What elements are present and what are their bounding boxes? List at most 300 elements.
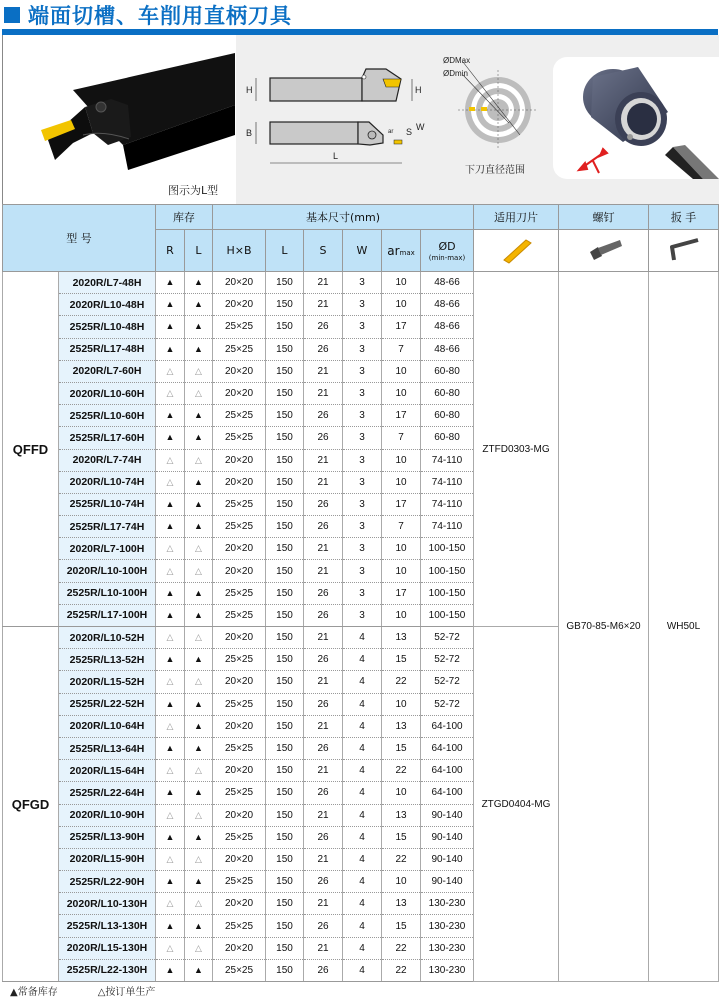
dim-ar: 7: [382, 516, 421, 538]
stock-r: [156, 760, 185, 782]
dim-ar: 17: [382, 405, 421, 427]
header-dimensions: 基本尺寸(mm): [213, 205, 474, 230]
clamp-screw-icon: [96, 102, 106, 112]
dim-s: 26: [304, 693, 343, 715]
dim-ar: 15: [382, 737, 421, 759]
dim-s: 26: [304, 338, 343, 360]
in-stock-icon: ▲: [194, 743, 203, 754]
stock-r: [156, 782, 185, 804]
model-code: 2020R/L10-64H: [59, 715, 156, 737]
dim-w: 3: [343, 316, 382, 338]
stock-r: [156, 693, 185, 715]
dim-hxb: 25×25: [213, 693, 266, 715]
made-to-order-icon: △: [166, 809, 174, 820]
in-stock-icon: ▲: [165, 321, 175, 332]
page-header: [0, 0, 720, 30]
dim-hxb: 20×20: [213, 449, 266, 471]
model-code: 2020R/L7-74H: [59, 449, 156, 471]
dim-length: 150: [266, 804, 304, 826]
dim-ar: 10: [382, 560, 421, 582]
dim-w: 4: [343, 893, 382, 915]
model-code: 2020R/L10-60H: [59, 382, 156, 404]
dim-w: 3: [343, 382, 382, 404]
header-d-label: ØD: [438, 239, 456, 253]
model-code: 2525R/L13-90H: [59, 826, 156, 848]
dim-w: 4: [343, 760, 382, 782]
stock-r: [156, 826, 185, 848]
stock-l: [185, 627, 213, 649]
in-stock-icon: ▲: [194, 876, 203, 887]
dim-diameter: 100-150: [421, 560, 474, 582]
dim-length: 150: [266, 915, 304, 937]
stock-l: [185, 338, 213, 360]
dim-label-dmin: ØDmin: [443, 69, 468, 78]
dim-length: 150: [266, 382, 304, 404]
feed-direction-arrows-icon: [579, 149, 607, 173]
dim-ar: 17: [382, 582, 421, 604]
stock-l: [185, 649, 213, 671]
dim-ar: 22: [382, 671, 421, 693]
dim-w: 3: [343, 427, 382, 449]
dim-s: 21: [304, 471, 343, 493]
page-title: 端面切槽、车削用直柄刀具: [28, 4, 292, 28]
dim-s: 26: [304, 826, 343, 848]
stock-r: [156, 338, 185, 360]
stock-r: [156, 848, 185, 870]
made-to-order-icon: △: [166, 632, 174, 643]
dim-label-h: H: [246, 85, 253, 95]
made-to-order-icon: △: [195, 632, 202, 643]
dim-diameter: 60-80: [421, 360, 474, 382]
in-stock-icon: ▲: [194, 964, 203, 975]
in-stock-icon: ▲: [165, 587, 175, 598]
dim-ar: 10: [382, 538, 421, 560]
header-model: 型 号: [3, 205, 156, 272]
dim-diameter: 48-66: [421, 338, 474, 360]
dim-length: 150: [266, 693, 304, 715]
dim-w: 4: [343, 937, 382, 959]
stock-r: [156, 804, 185, 826]
screw-image-cell: [559, 230, 649, 272]
dim-hxb: 20×20: [213, 360, 266, 382]
dim-hxb: 25×25: [213, 915, 266, 937]
header-ar: [382, 230, 421, 272]
in-stock-icon: ▲: [194, 410, 203, 421]
made-to-order-icon: △: [166, 720, 174, 731]
dim-ar: 13: [382, 715, 421, 737]
dim-hxb: 25×25: [213, 826, 266, 848]
made-to-order-icon: △: [195, 809, 202, 820]
dim-diameter: 90-140: [421, 826, 474, 848]
dim-ar: 10: [382, 871, 421, 893]
header-ar-label: ar: [387, 243, 400, 258]
dim-w: 4: [343, 871, 382, 893]
model-code: 2020R/L7-60H: [59, 360, 156, 382]
series-label: QFGD: [3, 627, 59, 982]
dim-s: 21: [304, 937, 343, 959]
dim-diameter: 48-66: [421, 316, 474, 338]
model-code: 2020R/L7-100H: [59, 538, 156, 560]
made-to-order-icon: △: [195, 676, 202, 687]
stock-l: [185, 560, 213, 582]
dim-hxb: 20×20: [213, 848, 266, 870]
in-stock-icon: ▲: [165, 410, 175, 421]
dim-diameter: 74-110: [421, 471, 474, 493]
dim-s: 26: [304, 959, 343, 981]
dim-diameter: 48-66: [421, 272, 474, 294]
dim-diameter: 100-150: [421, 582, 474, 604]
insert-image-cell: [474, 230, 559, 272]
dim-hxb: 20×20: [213, 272, 266, 294]
dim-ar: 15: [382, 915, 421, 937]
model-code: 2020R/L15-130H: [59, 937, 156, 959]
dim-ar: 10: [382, 382, 421, 404]
model-code: 2020R/L7-48H: [59, 272, 156, 294]
dim-diameter: 74-110: [421, 493, 474, 515]
made-to-order-icon: △: [166, 765, 174, 776]
dim-length: 150: [266, 272, 304, 294]
header-screw: 螺钉: [559, 205, 649, 230]
dim-ar: 10: [382, 272, 421, 294]
stock-l: [185, 294, 213, 316]
dim-ar: 15: [382, 826, 421, 848]
header-length: L: [266, 230, 304, 272]
stock-r: [156, 316, 185, 338]
dim-diameter: 64-100: [421, 737, 474, 759]
application-photo: [553, 57, 719, 179]
in-stock-icon: ▲: [165, 964, 175, 975]
made-to-order-icon: △: [166, 898, 174, 909]
dim-length: 150: [266, 316, 304, 338]
stock-r: [156, 649, 185, 671]
stock-r: [156, 516, 185, 538]
insert-value: ZTGD0404-MG: [474, 627, 559, 982]
dim-diameter: 60-80: [421, 427, 474, 449]
stock-r: [156, 405, 185, 427]
dim-s: 21: [304, 715, 343, 737]
model-code: 2525R/L10-60H: [59, 405, 156, 427]
dim-ar: 22: [382, 848, 421, 870]
in-stock-icon: ▲: [165, 343, 175, 354]
dim-label-b: B: [246, 128, 253, 138]
header-d-sub: (min-max): [428, 253, 466, 262]
dim-length: 150: [266, 848, 304, 870]
dim-length: 150: [266, 493, 304, 515]
dim-diameter: 90-140: [421, 848, 474, 870]
made-to-order-icon: △: [166, 476, 174, 487]
header-ar-sub: max: [399, 248, 415, 257]
made-to-order-icon: △: [166, 365, 174, 376]
dim-diameter: 130-230: [421, 959, 474, 981]
dim-w: 4: [343, 959, 382, 981]
dim-diameter: 74-110: [421, 449, 474, 471]
made-to-order-icon: △: [166, 454, 174, 465]
dim-hxb: 20×20: [213, 760, 266, 782]
dim-length: 150: [266, 405, 304, 427]
model-code: 2020R/L15-52H: [59, 671, 156, 693]
stock-l: [185, 538, 213, 560]
wrench-image-cell: [649, 230, 719, 272]
dim-w: 3: [343, 294, 382, 316]
legend-made-to-order: △按订单生产: [97, 987, 156, 998]
dim-s: 21: [304, 272, 343, 294]
model-code: 2525R/L13-130H: [59, 915, 156, 937]
dim-length: 150: [266, 826, 304, 848]
dim-hxb: 20×20: [213, 560, 266, 582]
dim-diameter: 64-100: [421, 760, 474, 782]
dim-s: 26: [304, 427, 343, 449]
stock-r: [156, 604, 185, 626]
dim-hxb: 25×25: [213, 604, 266, 626]
stock-l: [185, 937, 213, 959]
header-d: [421, 230, 474, 272]
dim-s: 26: [304, 649, 343, 671]
stock-l: [185, 715, 213, 737]
model-code: 2525R/L10-74H: [59, 493, 156, 515]
in-stock-icon: ▲: [165, 609, 175, 620]
in-stock-icon: ▲: [194, 343, 203, 354]
stock-r: [156, 671, 185, 693]
dim-w: 4: [343, 627, 382, 649]
made-to-order-icon: △: [195, 388, 202, 399]
header-stock-l: L: [185, 230, 213, 272]
dim-s: 26: [304, 782, 343, 804]
dim-ar: 22: [382, 937, 421, 959]
dim-hxb: 25×25: [213, 405, 266, 427]
dim-s: 21: [304, 627, 343, 649]
made-to-order-icon: △: [195, 365, 202, 376]
dim-s: 26: [304, 405, 343, 427]
dim-s: 21: [304, 760, 343, 782]
stock-r: [156, 893, 185, 915]
spec-table: [2, 204, 719, 982]
diameter-range-diagram: [443, 45, 553, 170]
stock-r: [156, 471, 185, 493]
dim-w: 3: [343, 560, 382, 582]
stock-r: [156, 715, 185, 737]
dim-diameter: 130-230: [421, 893, 474, 915]
legend-in-stock: ▲常备库存: [10, 987, 58, 998]
made-to-order-icon: △: [195, 853, 202, 864]
in-stock-icon: ▲: [194, 521, 203, 532]
in-stock-icon: ▲: [165, 432, 175, 443]
dim-ar: 15: [382, 649, 421, 671]
model-code: 2020R/L10-52H: [59, 627, 156, 649]
dim-w: 4: [343, 649, 382, 671]
dim-length: 150: [266, 871, 304, 893]
dim-hxb: 20×20: [213, 538, 266, 560]
header-wrench: 扳 手: [649, 205, 719, 230]
stock-l: [185, 893, 213, 915]
model-code: 2020R/L10-130H: [59, 893, 156, 915]
dim-ar: 7: [382, 338, 421, 360]
dim-w: 4: [343, 693, 382, 715]
dim-length: 150: [266, 449, 304, 471]
in-stock-icon: ▲: [194, 920, 203, 931]
stock-l: [185, 760, 213, 782]
in-stock-icon: ▲: [165, 876, 175, 887]
dim-hxb: 25×25: [213, 582, 266, 604]
stock-r: [156, 627, 185, 649]
dim-s: 21: [304, 560, 343, 582]
photo-caption: 图示为L型: [168, 184, 219, 197]
dim-hxb: 25×25: [213, 871, 266, 893]
in-stock-icon: ▲: [165, 743, 175, 754]
stock-r: [156, 449, 185, 471]
model-code: 2525R/L17-74H: [59, 516, 156, 538]
header-stock: 库存: [156, 205, 213, 230]
dim-w: 4: [343, 737, 382, 759]
model-code: 2525R/L22-130H: [59, 959, 156, 981]
stock-r: [156, 560, 185, 582]
made-to-order-icon: △: [195, 765, 202, 776]
dimension-drawing: [236, 35, 446, 204]
stock-l: [185, 582, 213, 604]
stock-l: [185, 804, 213, 826]
dim-s: 26: [304, 915, 343, 937]
stock-r: [156, 294, 185, 316]
in-stock-icon: ▲: [194, 498, 203, 509]
in-stock-icon: ▲: [194, 698, 203, 709]
in-stock-icon: ▲: [165, 498, 175, 509]
dim-label-h2: H: [415, 85, 422, 95]
model-code: 2525R/L17-60H: [59, 427, 156, 449]
dim-w: 4: [343, 715, 382, 737]
dim-hxb: 25×25: [213, 516, 266, 538]
dim-label-dmax: ØDMax: [443, 56, 471, 65]
header-s: S: [304, 230, 343, 272]
dim-ar: 13: [382, 627, 421, 649]
dim-s: 26: [304, 604, 343, 626]
in-stock-icon: ▲: [165, 831, 175, 842]
made-to-order-icon: △: [166, 388, 174, 399]
header-stock-r: R: [156, 230, 185, 272]
in-stock-icon: ▲: [165, 521, 175, 532]
dim-s: 21: [304, 893, 343, 915]
in-stock-icon: ▲: [194, 587, 203, 598]
hex-key-icon: [664, 234, 704, 264]
made-to-order-icon: △: [195, 454, 202, 465]
dim-ar: 10: [382, 604, 421, 626]
stock-l: [185, 360, 213, 382]
model-code: 2525R/L22-90H: [59, 871, 156, 893]
made-to-order-icon: △: [166, 853, 174, 864]
dim-s: 26: [304, 316, 343, 338]
in-stock-icon: ▲: [194, 654, 203, 665]
made-to-order-icon: △: [195, 898, 202, 909]
dim-hxb: 25×25: [213, 338, 266, 360]
grooving-insert-icon: [496, 234, 536, 264]
dim-hxb: 25×25: [213, 649, 266, 671]
in-stock-icon: ▲: [165, 654, 175, 665]
model-code: 2020R/L15-90H: [59, 848, 156, 870]
dim-length: 150: [266, 338, 304, 360]
tool-holder-photo: [3, 35, 235, 204]
model-code: 2525R/L13-64H: [59, 737, 156, 759]
model-code: 2525R/L10-100H: [59, 582, 156, 604]
dim-ar: 13: [382, 804, 421, 826]
dim-ar: 17: [382, 493, 421, 515]
in-stock-icon: ▲: [194, 321, 203, 332]
made-to-order-icon: △: [166, 676, 174, 687]
stock-l: [185, 871, 213, 893]
dim-length: 150: [266, 627, 304, 649]
dim-diameter: 60-80: [421, 405, 474, 427]
dim-length: 150: [266, 959, 304, 981]
model-code: 2525R/L22-64H: [59, 782, 156, 804]
dim-diameter: 74-110: [421, 516, 474, 538]
dim-diameter: 100-150: [421, 538, 474, 560]
model-code: 2525R/L22-52H: [59, 693, 156, 715]
stock-l: [185, 737, 213, 759]
header-hxb: H×B: [213, 230, 266, 272]
wrench-value: WH50L: [649, 272, 719, 982]
dim-ar: 10: [382, 782, 421, 804]
in-stock-icon: ▲: [194, 432, 203, 443]
spec-table-body: [3, 272, 719, 982]
legend: [10, 983, 155, 998]
dim-hxb: 25×25: [213, 316, 266, 338]
stock-l: [185, 427, 213, 449]
stock-l: [185, 915, 213, 937]
table-row: [3, 272, 719, 294]
dim-w: 3: [343, 449, 382, 471]
dim-ar: 10: [382, 360, 421, 382]
dim-hxb: 25×25: [213, 782, 266, 804]
dim-w: 3: [343, 405, 382, 427]
in-stock-icon: ▲: [194, 831, 203, 842]
in-stock-icon: ▲: [194, 299, 203, 310]
dim-ar: 17: [382, 316, 421, 338]
made-to-order-icon: △: [166, 543, 174, 554]
made-to-order-icon: △: [166, 565, 174, 576]
screw-value: GB70-85-M6×20: [559, 272, 649, 982]
stock-r: [156, 737, 185, 759]
stock-l: [185, 382, 213, 404]
stock-r: [156, 582, 185, 604]
dim-hxb: 20×20: [213, 382, 266, 404]
dim-label-w: W: [416, 122, 425, 132]
stock-r: [156, 360, 185, 382]
in-stock-icon: ▲: [165, 299, 175, 310]
dim-diameter: 64-100: [421, 715, 474, 737]
header-w: W: [343, 230, 382, 272]
dim-w: 3: [343, 338, 382, 360]
model-code: 2525R/L17-100H: [59, 604, 156, 626]
in-stock-icon: ▲: [194, 787, 203, 798]
dim-diameter: 52-72: [421, 671, 474, 693]
dim-diameter: 52-72: [421, 649, 474, 671]
dim-s: 21: [304, 449, 343, 471]
dim-ar: 10: [382, 693, 421, 715]
model-code: 2525R/L17-48H: [59, 338, 156, 360]
dim-w: 4: [343, 782, 382, 804]
dim-length: 150: [266, 582, 304, 604]
dim-hxb: 20×20: [213, 294, 266, 316]
dim-length: 150: [266, 538, 304, 560]
dim-diameter: 90-140: [421, 871, 474, 893]
dim-s: 21: [304, 804, 343, 826]
dim-ar: 7: [382, 427, 421, 449]
stock-r: [156, 272, 185, 294]
stock-l: [185, 493, 213, 515]
dim-diameter: 100-150: [421, 604, 474, 626]
dim-length: 150: [266, 737, 304, 759]
stock-l: [185, 693, 213, 715]
dim-w: 3: [343, 604, 382, 626]
dim-hxb: 20×20: [213, 804, 266, 826]
dim-hxb: 20×20: [213, 627, 266, 649]
